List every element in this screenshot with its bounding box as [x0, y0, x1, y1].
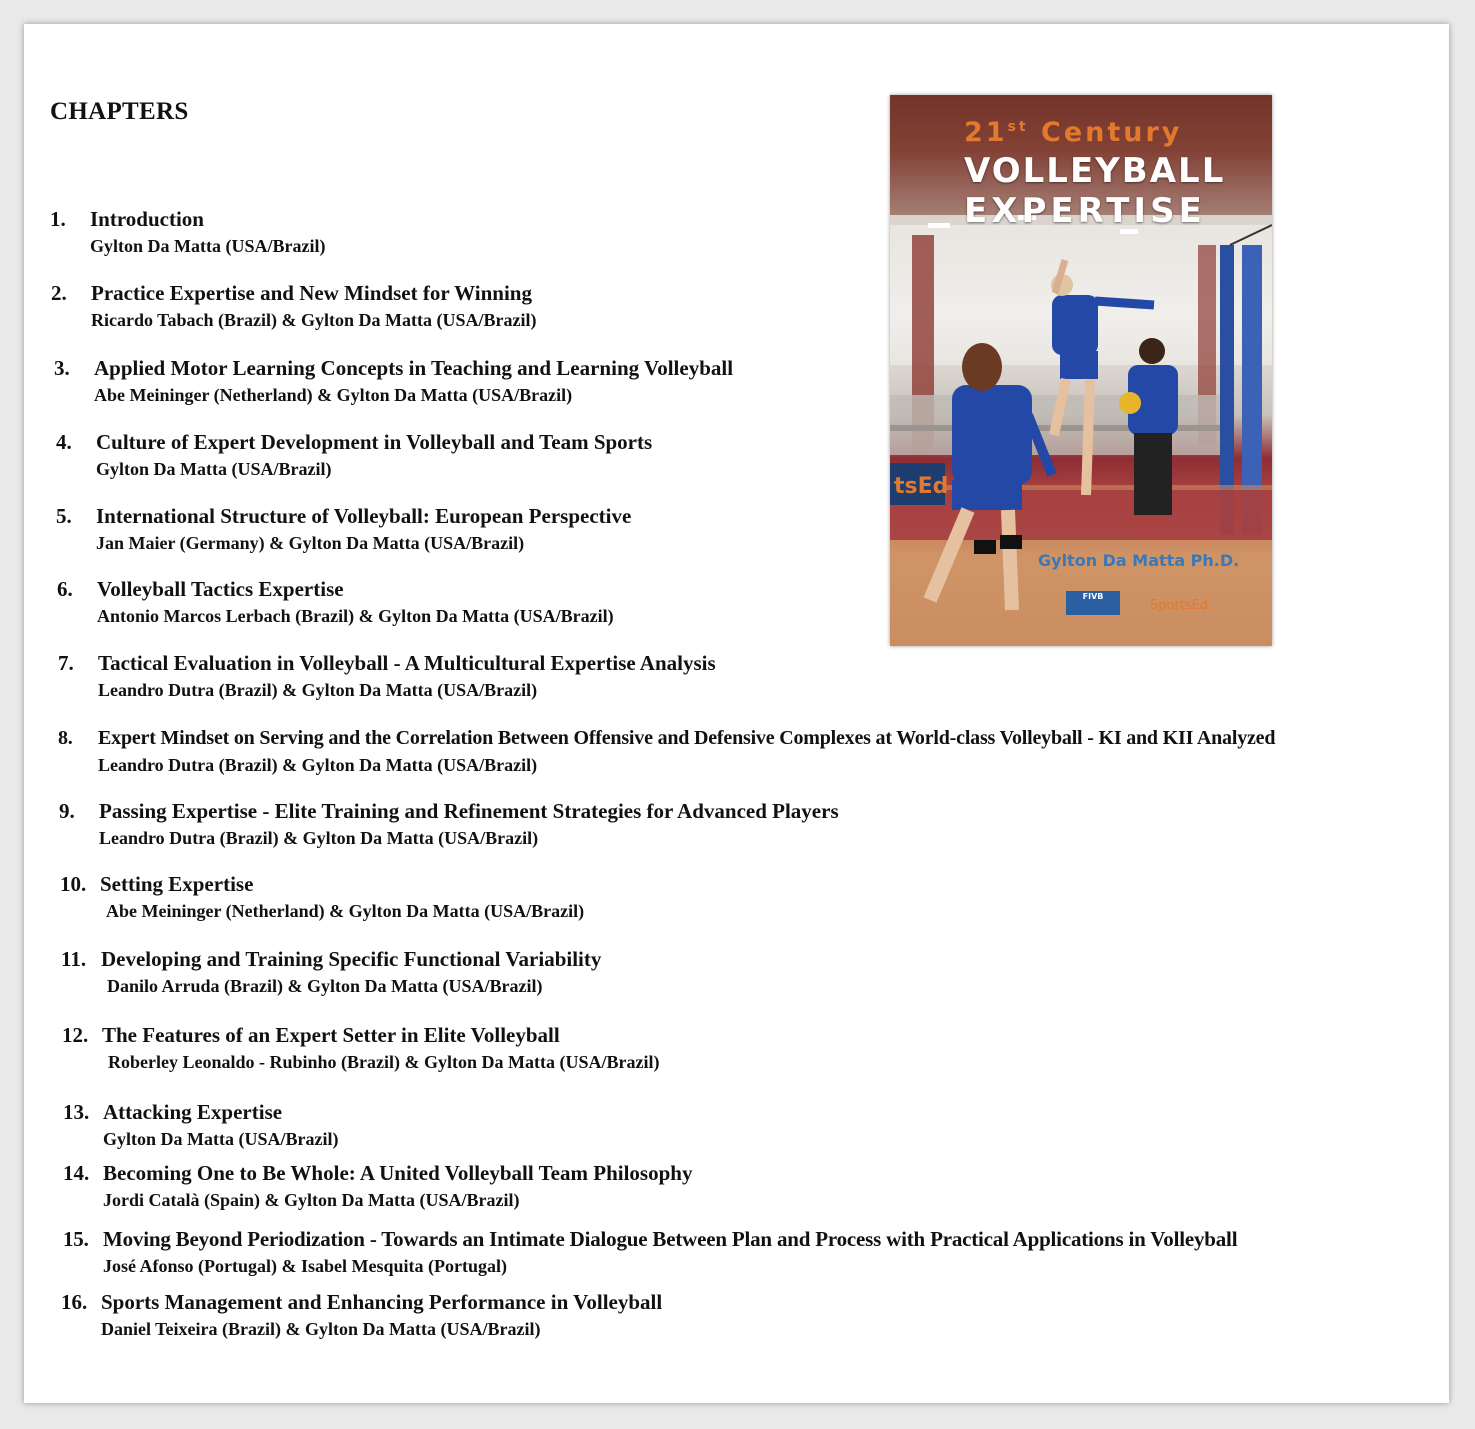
chapter-title: 16. Sports Management and Enhancing Performance in Volleyball	[61, 1290, 663, 1314]
chapter-authors: Daniel Teixeira (Brazil) & Gylton Da Matta (USA/Brazil)	[101, 1319, 541, 1339]
chapter-entry	[58, 650, 716, 703]
chapter-entry	[51, 280, 536, 333]
chapter-entry	[61, 946, 601, 999]
cover-title-line3: EXPERTISE	[964, 191, 1206, 231]
book-cover-image	[890, 95, 1272, 646]
chapter-title: 6. Volleyball Tactics Expertise	[57, 577, 344, 601]
chapter-authors: José Afonso (Portugal) & Isabel Mesquita (Portugal)	[103, 1256, 507, 1276]
chapter-authors: Leandro Dutra (Brazil) & Gylton Da Matta (USA/Brazil)	[98, 755, 538, 775]
page-heading: CHAPTERS	[50, 98, 189, 125]
chapter-title: 8. Expert Mindset on Serving and the Correlation Between Offensive and Defensive Complexes at World-class Volleyball - KI and KII Analyzed	[58, 727, 1276, 749]
chapter-title: 14. Becoming One to Be Whole: A United Volleyball Team Philosophy	[63, 1161, 693, 1185]
chapter-authors: Gylton Da Matta (USA/Brazil)	[103, 1129, 339, 1149]
cover-title-line1: 21st Century	[964, 117, 1183, 148]
chapter-title: 9. Passing Expertise - Elite Training and Refinement Strategies for Advanced Players	[59, 799, 839, 823]
svg-text:tsEd: tsEd	[894, 474, 949, 499]
chapter-authors: Gylton Da Matta (USA/Brazil)	[96, 459, 332, 479]
chapter-entry	[54, 355, 733, 408]
chapter-title: 12. The Features of an Expert Setter in Elite Volleyball	[62, 1023, 560, 1047]
chapter-title: 7. Tactical Evaluation in Volleyball - A Multicultural Expertise Analysis	[58, 651, 716, 675]
chapter-authors: Gylton Da Matta (USA/Brazil)	[90, 236, 326, 256]
chapter-entry	[63, 1160, 692, 1213]
cover-title-line2: VOLLEYBALL	[964, 151, 1226, 191]
document-page	[24, 24, 1449, 1403]
chapter-entry	[56, 429, 652, 482]
chapter-entry	[60, 871, 584, 924]
chapter-entry	[62, 1022, 659, 1075]
chapter-authors: Danilo Arruda (Brazil) & Gylton Da Matta (USA/Brazil)	[107, 976, 543, 996]
chapter-authors: Leandro Dutra (Brazil) & Gylton Da Matta (USA/Brazil)	[99, 828, 539, 848]
chapter-authors: Abe Meininger (Netherland) & Gylton Da Matta (USA/Brazil)	[106, 901, 585, 921]
chapter-entry	[59, 798, 839, 851]
chapter-authors: Roberley Leonaldo - Rubinho (Brazil) & Gylton Da Matta (USA/Brazil)	[108, 1052, 660, 1072]
chapter-entry	[61, 1289, 662, 1342]
chapter-title: 10. Setting Expertise	[60, 872, 254, 896]
chapter-title: 1. Introduction	[50, 207, 204, 231]
chapter-title: 4. Culture of Expert Development in Volleyball and Team Sports	[56, 430, 653, 454]
chapter-authors: Antonio Marcos Lerbach (Brazil) & Gylton Da Matta (USA/Brazil)	[97, 606, 614, 626]
chapter-authors: Jordi Català (Spain) & Gylton Da Matta (USA/Brazil)	[103, 1190, 520, 1210]
fivb-logo: FIVB	[1066, 591, 1120, 615]
chapter-entry	[50, 206, 325, 259]
chapter-title: 15. Moving Beyond Periodization - Towards an Intimate Dialogue Between Plan and Process with Practical Applications in Volleyball	[63, 1227, 1238, 1251]
chapter-title: 5. International Structure of Volleyball: European Perspective	[56, 504, 632, 528]
chapter-entry	[63, 1226, 1237, 1279]
cover-author: Gylton Da Matta Ph.D.	[1038, 551, 1240, 570]
chapter-entry	[58, 725, 1275, 778]
chapter-entry	[57, 576, 614, 629]
chapter-authors: Leandro Dutra (Brazil) & Gylton Da Matta (USA/Brazil)	[98, 680, 538, 700]
chapter-authors: Abe Meininger (Netherland) & Gylton Da Matta (USA/Brazil)	[94, 385, 573, 405]
chapter-title: 2. Practice Expertise and New Mindset for Winning	[51, 281, 532, 305]
sportsed-logo: SportsEd	[1150, 598, 1209, 613]
chapter-entry	[56, 503, 631, 556]
chapter-title: 11. Developing and Training Specific Functional Variability	[61, 947, 602, 971]
chapter-authors: Ricardo Tabach (Brazil) & Gylton Da Matta (USA/Brazil)	[91, 310, 537, 330]
chapter-entry	[63, 1099, 338, 1152]
chapter-authors: Jan Maier (Germany) & Gylton Da Matta (USA/Brazil)	[96, 533, 525, 553]
chapter-title: 13. Attacking Expertise	[63, 1100, 283, 1124]
chapter-title: 3. Applied Motor Learning Concepts in Teaching and Learning Volleyball	[54, 356, 734, 380]
